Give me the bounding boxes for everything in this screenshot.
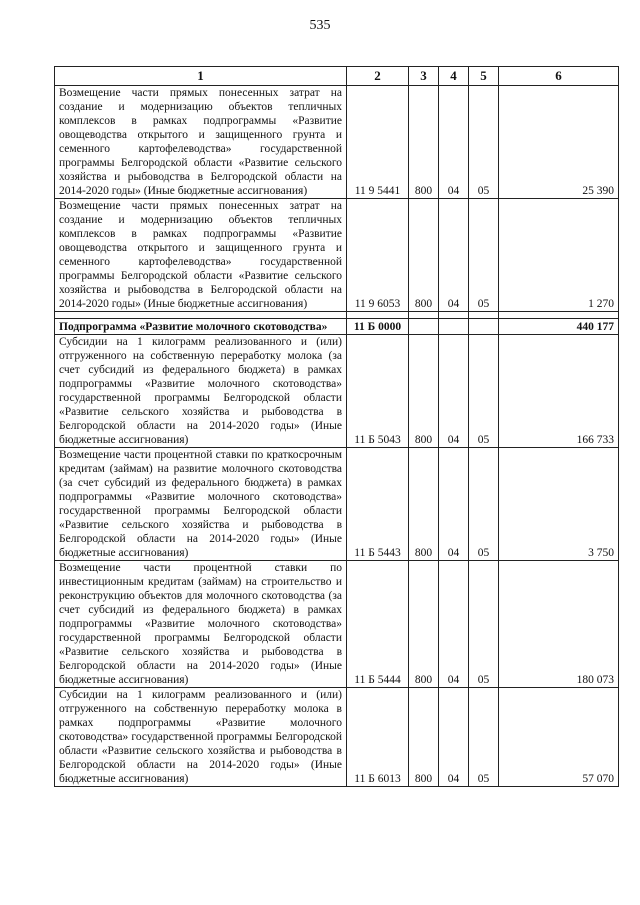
row-code: 11 Б 6013 <box>347 688 409 787</box>
row-col4: 04 <box>439 86 469 199</box>
row-col3: 800 <box>409 335 439 448</box>
row-col5: 05 <box>469 448 499 561</box>
row-code: 11 Б 5443 <box>347 448 409 561</box>
row-col3: 800 <box>409 561 439 688</box>
row-code: 11 Б 5444 <box>347 561 409 688</box>
row-description: Возмещение части процентной ставки по краткосрочным кредитам (займам) на развитие молочного скотоводства (за счет субсидий из федерального бюджета) в рамках подпрограммы «Развитие молочного скотоводства» государственной программы Белгородской области «Развитие сельского хозяйства и рыбоводства в Белгородской области на 2014-2020 годы» (Иные бюджетные ассигнования) <box>55 448 347 561</box>
page-number: 535 <box>309 18 331 33</box>
row-col4: 04 <box>439 688 469 787</box>
row-col4: 04 <box>439 561 469 688</box>
budget-table <box>54 66 619 787</box>
row-description: Субсидии на 1 килограмм реализованного и (или) отгруженного на собственную переработку молока (за счет субсидий из федерального бюджета) в рамках подпрограммы «Развитие молочного скотоводства» государственной программы Белгородской области «Развитие сельского хозяйства и рыбоводства в Белгородской области на 2014-2020 годы» (Иные бюджетные ассигнования) <box>55 335 347 448</box>
table-row <box>55 86 619 199</box>
row-col3: 800 <box>409 86 439 199</box>
row-col5: 05 <box>469 561 499 688</box>
row-col4: 04 <box>439 199 469 312</box>
subprogram-row <box>55 319 619 335</box>
row-col4: 04 <box>439 335 469 448</box>
row-description: Возмещение части процентной ставки по инвестиционным кредитам (займам) на строительство и реконструкцию объектов для молочного скотоводства (за счет субсидий из федерального бюджета) в рамках подпрограммы «Развитие молочного скотоводства» государственной программы Белгородской области «Развитие сельского хозяйства и рыбоводства в Белгородской области на 2014-2020 годы» (Иные бюджетные ассигнования) <box>55 561 347 688</box>
row-col4: 04 <box>439 448 469 561</box>
row-col5: 05 <box>469 86 499 199</box>
row-description: Возмещение части прямых понесенных затрат на создание и модернизацию объектов тепличных комплексов в рамках подпрограммы «Развитие овощеводства открытого и защищенного грунта и семенного картофелеводства» государственной программы Белгородской области «Развитие сельского хозяйства и рыбоводства в Белгородской области на 2014-2020 годы» (Иные бюджетные ассигнования) <box>55 86 347 199</box>
header-col-6: 6 <box>499 67 619 86</box>
header-col-4: 4 <box>439 67 469 86</box>
header-col-1: 1 <box>55 67 347 86</box>
row-col5: 05 <box>469 199 499 312</box>
subprogram-title: Подпрограмма «Развитие молочного скотоводства» <box>55 319 347 335</box>
row-code: 11 9 5441 <box>347 86 409 199</box>
subprogram-amount: 440 177 <box>499 319 619 335</box>
row-amount: 25 390 <box>499 86 619 199</box>
table-row <box>55 199 619 312</box>
header-col-2: 2 <box>347 67 409 86</box>
header-col-3: 3 <box>409 67 439 86</box>
table-row <box>55 561 619 688</box>
row-col3: 800 <box>409 448 439 561</box>
table-row <box>55 448 619 561</box>
header-col-5: 5 <box>469 67 499 86</box>
row-description: Возмещение части прямых понесенных затрат на создание и модернизацию объектов тепличных комплексов в рамках подпрограммы «Развитие овощеводства открытого и защищенного грунта и семенного картофелеводства» государственной программы Белгородской области «Развитие сельского хозяйства и рыбоводства в Белгородской области на 2014-2020 годы» (Иные бюджетные ассигнования) <box>55 199 347 312</box>
row-col5: 05 <box>469 688 499 787</box>
row-amount: 166 733 <box>499 335 619 448</box>
row-col3: 800 <box>409 199 439 312</box>
row-amount: 57 070 <box>499 688 619 787</box>
row-amount: 180 073 <box>499 561 619 688</box>
row-col3: 800 <box>409 688 439 787</box>
table-row <box>55 335 619 448</box>
row-col5: 05 <box>469 335 499 448</box>
row-code: 11 9 6053 <box>347 199 409 312</box>
row-code: 11 Б 5043 <box>347 335 409 448</box>
spacer-row <box>55 312 619 319</box>
header-row <box>55 67 619 86</box>
subprogram-code: 11 Б 0000 <box>347 319 409 335</box>
row-description: Субсидии на 1 килограмм реализованного и (или) отгруженного на собственную переработку молока в рамках подпрограммы «Развитие молочного скотоводства» государственной программы Белгородской области «Развитие сельского хозяйства и рыбоводства в Белгородской области на 2014-2020 годы» (Иные бюджетные ассигнования) <box>55 688 347 787</box>
row-amount: 3 750 <box>499 448 619 561</box>
row-amount: 1 270 <box>499 199 619 312</box>
table-row <box>55 688 619 787</box>
